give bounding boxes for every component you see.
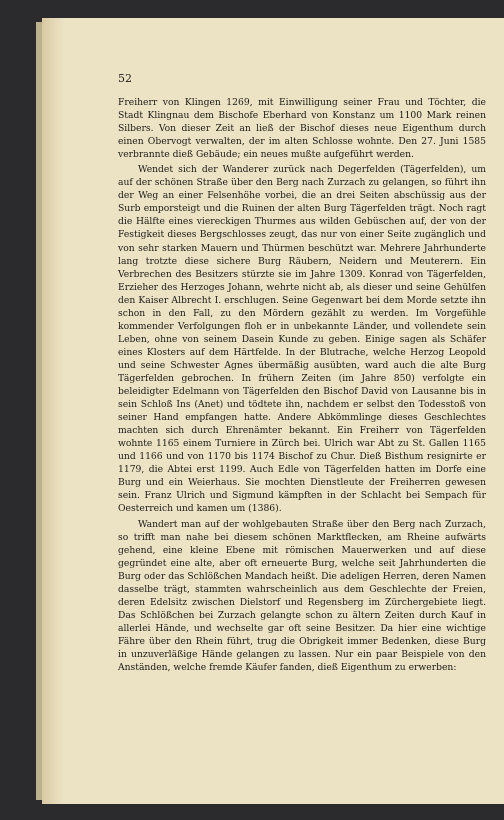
paragraph-1: Freiherr von Klingen 1269, mit Einwilligung seiner Frau und Töchter, die Stadt Klingnau dem Bischofe Eberhard von Konstanz um 1100 Mark reinen Silbers. Von dieser Zeit an ließ der Bischof dieses neue Eigenthum durch einen Obervogt verwalten, der im alten Schlosse wohnte. Den 27. Juni 1585 verbrannte dieß Gebäude; ein neues mußte aufgeführt werden.	[118, 97, 486, 161]
paragraph-3: Wandert man auf der wohlgebauten Straße über den Berg nach Zurzach, so trifft man nahe bei diesem schönen Marktflecken, am Rheine aufwärts gehend, eine kleine Ebene mit römischen Mauerwerken und auf diese gegründet eine alte, aber oft erneuerte Burg, welche seit Jahrhunderten die Burg oder das Schlößchen Mandach heißt. Die adeligen Herren, deren Namen dasselbe trägt, stammten wahrscheinlich aus dem Geschlechte der Freien, deren Edelsitz zwischen Dielstorf und Regensberg im Zürchergebiete liegt. Das Schlößchen bei Zurzach gelangte schon zu ältern Zeiten durch Kauf in allerlei Hände, und wechselte gar oft seine Besitzer. Da hier eine wichtige Fähre über den Rhein führt, trug die Obrigkeit immer Bedenken, diese Burg in unzuverläßige Hände gelangen zu lassen. Nur ein paar Beispiele von den Anständen, welche fremde Käufer fanden, dieß Eigenthum zu erwerben:	[118, 518, 486, 674]
page-number: 52	[118, 72, 132, 85]
page-gutter	[42, 18, 64, 804]
body-text	[118, 96, 486, 674]
paragraph-2: Wendet sich der Wanderer zurück nach Degerfelden (Tägerfelden), um auf der schönen Straße über den Berg nach Zurzach zu gelangen, so führt ihn der Weg an einer Felsenhöhe vorbei, die an drei Seiten abschüssig aus der Surb emporsteigt und die Ruinen der alten Burg Tägerfelden trägt. Noch ragt die Hälfte eines viereckigen Thurmes aus wilden Gebüschen auf, der von der Festigkeit dieses Bergschlosses zeugt, das nur von einer Seite zugänglich und von sehr starken Mauern und Thürmen beschützt war. Mehrere Jahrhunderte lang trotzte diese sichere Burg Räubern, Neidern und Meuterern. Ein Verbrechen des Besitzers stürzte sie im Jahre 1309. Konrad von Tägerfelden, Erzieher des Herzoges Johann, wehrte nicht ab, als dieser und seine Gehülfen den Kaiser Albrecht I. erschlugen. Seine Gegenwart bei dem Morde setzte ihn schon in den Fall, zu den Mördern gezählt zu werden. Im Vorgefühle kommender Verfolgungen floh er in unbekannte Länder, und vollendete sein Leben, ohne von seinem Dasein Kunde zu geben. Einige sagen als Schäfer eines Klosters auf dem Härtfelde. In der Blutrache, welche Herzog Leopold und seine Schwester Agnes übermäßig ausübten, ward auch die alte Burg Tägerfelden gebrochen. In frühern Zeiten (im Jahre 850) verfolgte ein beleidigter Edelmann von Tägerfelden den Bischof David von Lausanne bis in sein Schloß Ins (Anet) und tödtete ihn, nachdem er selbst den Todesstoß von seiner Hand empfangen hatte. Andere Abkömmlinge dieses Geschlechtes machten sich durch Ehrenämter bekannt. Ein Freiherr von Tägerfelden wohnte 1165 einem Turniere in Zürch bei. Ulrich war Abt zu St. Gallen 1165 und 1166 und von 1170 bis 1174 Bischof zu Chur. Dieß Bisthum resignirte er 1179, die Abtei erst 1199. Auch Edle von Tägerfelden hatten im Dorfe eine Burg und ein Weierhaus. Sie mochten Dienstleute der Freiherren gewesen sein. Franz Ulrich und Sigmund kämpften in der Schlacht bei Sempach für Oesterreich und kamen um (1386).	[118, 164, 486, 515]
